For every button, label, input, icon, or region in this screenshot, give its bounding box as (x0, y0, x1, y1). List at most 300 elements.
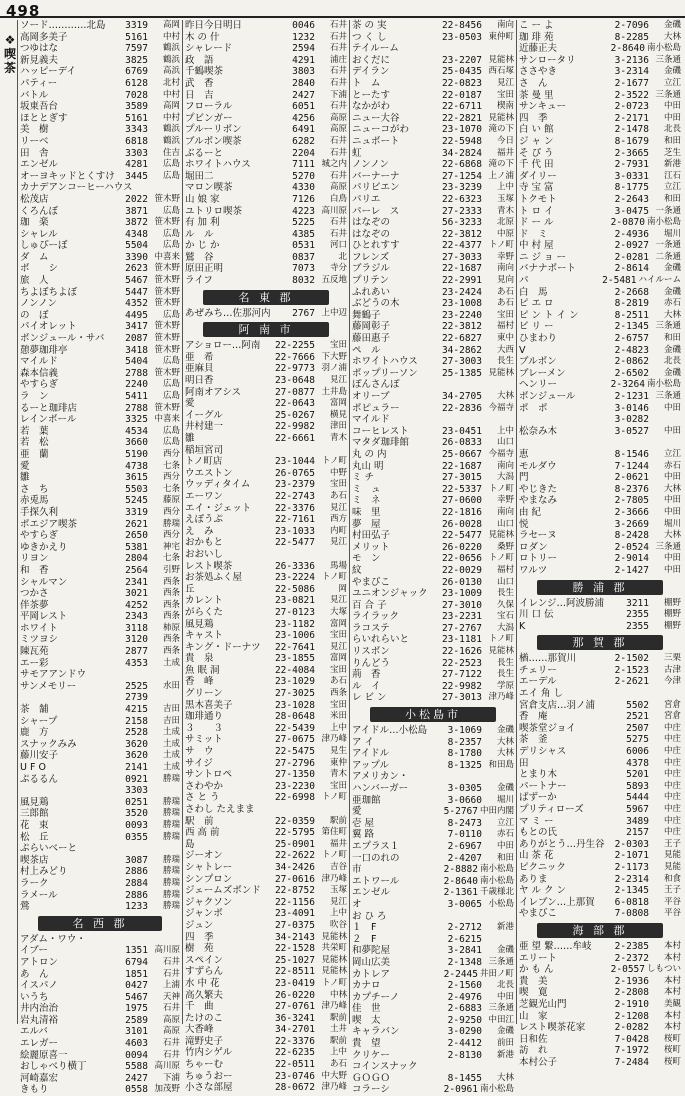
listing-locality: 大林 (496, 391, 514, 401)
listing-name: ド ー ル (519, 217, 554, 229)
listing-phone: 3-0660 (447, 794, 482, 806)
listing-row (20, 692, 180, 704)
listing-phone: 2650 (125, 530, 148, 542)
listing-row (352, 969, 514, 981)
listing-locality: 桑野 (496, 541, 514, 552)
listing-name: 味 里 (352, 506, 381, 518)
listing-locality: 見江 (329, 595, 347, 606)
listing-phone: 22-0643 (274, 398, 315, 410)
listing-locality: 西条 (329, 688, 347, 699)
listing-row (352, 182, 514, 194)
listing-locality: 宝田 (329, 780, 347, 791)
listing-locality: あ石 (496, 298, 514, 309)
listing-row (20, 206, 180, 218)
listing-phone: 2-0621 (614, 472, 649, 484)
listing-phone: 2022 (125, 193, 148, 205)
listing-name: え み (185, 525, 214, 537)
listing-name: の ぼ (20, 309, 49, 321)
listing-name: パリエ (352, 193, 381, 205)
listing-locality: 石井 (329, 20, 347, 30)
listing-locality: 寺分 (329, 263, 347, 274)
listing-phone: 23-3239 (441, 182, 482, 194)
listing-row (352, 725, 514, 737)
listing-name: 貴 泉 (185, 653, 214, 665)
listing-name: 滝野史子 (185, 1035, 224, 1047)
listing-name: パ (519, 275, 529, 287)
listing-row (352, 771, 514, 783)
listing-phone: 2564 (125, 564, 148, 576)
listing-row (352, 634, 514, 646)
listing-name: さ と う (185, 792, 220, 804)
listing-locality: 勝瑞 (162, 854, 180, 865)
listing-row (20, 437, 180, 449)
listing-row (519, 700, 681, 712)
listing-phone: 2157 (626, 827, 649, 839)
listing-phone: 2-6757 (614, 333, 649, 345)
listing-phone: 2-1478 (614, 124, 649, 136)
listing-row (185, 700, 347, 712)
listing-locality: 富岡 (329, 398, 347, 409)
listing-locality: 三栗 (663, 653, 681, 664)
listing-row (352, 379, 514, 391)
listing-locality: 宮倉 (663, 699, 681, 710)
listing-phone: 27-3010 (441, 599, 482, 611)
listing-locality: 高原 (162, 1014, 180, 1025)
listing-phone: 2589 (125, 1014, 148, 1026)
listing-phone: 2-1345 (614, 885, 649, 897)
listing-row (20, 55, 180, 67)
listing-name: ジュン (185, 919, 214, 931)
listing-phone: 5444 (626, 792, 649, 804)
listing-phone: 5411 (125, 391, 148, 402)
listing-locality: 北村 (162, 77, 180, 88)
listing-row (352, 217, 514, 229)
listing-row (185, 758, 347, 770)
listing-name: ア イ (352, 736, 375, 748)
listing-locality: 第住町 (321, 827, 347, 838)
listing-row (20, 252, 180, 264)
listing-locality: 笹木野 (154, 321, 180, 332)
listing-row (20, 333, 180, 345)
listing-locality: 笹木野 (154, 344, 180, 355)
listing-locality: 金磯 (496, 725, 514, 736)
listing-locality: 柿原 (162, 622, 180, 633)
listing-name: 白 い 館 (519, 124, 554, 136)
listing-locality: 上中 (329, 722, 347, 733)
listing-row (519, 530, 681, 542)
listing-name: モルダウ (519, 460, 557, 472)
listing-locality: 七条 (162, 483, 180, 494)
listing-phone: 3343 (125, 124, 148, 136)
listing-phone: 56-3233 (441, 217, 482, 229)
listing-name: 珈琲通り (185, 711, 224, 723)
listing-locality (482, 43, 514, 55)
listing-name: パリビエン (352, 182, 400, 194)
listing-row (20, 101, 180, 113)
listing-name: ミ チ (352, 472, 375, 484)
listing-phone: 23-4091 (274, 908, 315, 920)
listing-name: ライフ (185, 275, 213, 287)
listing-phone: 34-2143 (274, 931, 315, 943)
listing-row (185, 468, 347, 480)
listing-name: おくだに (352, 54, 391, 66)
listing-row (185, 978, 347, 990)
listing-row (352, 43, 514, 55)
listing-name: ポップリーソン (352, 367, 418, 379)
listing-row (20, 681, 180, 693)
listing-locality: 石井 (329, 135, 347, 146)
listing-name: サンロータリ (519, 54, 576, 66)
listing-phone: 3660 (125, 437, 148, 449)
listing-row (185, 229, 347, 241)
listing-locality: 見江 (329, 502, 347, 513)
listing-locality: 米田 (329, 711, 347, 722)
listing-locality: 上中 (496, 425, 514, 436)
listing-row (185, 20, 347, 32)
listing-row (20, 658, 180, 670)
listing-locality: あ石 (329, 676, 347, 687)
listing-row (352, 148, 514, 160)
listing-locality: 石井 (162, 1038, 180, 1049)
listing-row (519, 182, 681, 194)
listing-locality: 中田 (663, 495, 681, 506)
listing-locality: 見能林 (321, 931, 347, 942)
listing-phone: 2-6883 (447, 1003, 482, 1015)
listing-row (519, 816, 681, 828)
directory-columns (17, 20, 683, 1096)
listing-phone: 23-0821 (274, 595, 315, 607)
listing-row (352, 356, 514, 368)
listing-locality: 中村 (162, 112, 180, 123)
listing-phone: 2204 (292, 147, 315, 159)
listing-phone: 22-5948 (441, 135, 482, 147)
listing-phone: 4256 (292, 112, 315, 124)
column-1 (17, 20, 182, 1096)
listing-locality: 平谷 (663, 908, 681, 919)
listing-phone: 34-2862 (441, 344, 482, 356)
listing-locality: 土成 (162, 750, 180, 761)
listing-locality: 宮倉 (663, 711, 681, 722)
listing-name: もとの氏 (519, 827, 558, 839)
listing-phone: 0558 (125, 1084, 148, 1096)
listing-locality: 勝瑞 (162, 518, 180, 529)
listing-name: マロン喫茶 (185, 182, 233, 194)
listing-locality (315, 549, 347, 561)
listing-name: イブー (20, 945, 48, 957)
listing-name: ホワイト (20, 622, 58, 634)
listing-name: 赤兎馬 (20, 495, 49, 507)
listing-phone: 34-2426 (274, 861, 315, 873)
listing-phone: 22-6711 (441, 101, 482, 113)
listing-name: グリーン (185, 688, 223, 700)
listing-row (519, 495, 681, 507)
listing-name: 亜 希 (185, 351, 214, 363)
listing-locality: 横見 (329, 409, 347, 420)
listing-phone: 2884 (125, 877, 148, 889)
listing-name: レインボール (20, 414, 77, 426)
listing-row (519, 711, 681, 723)
listing-row (519, 621, 681, 633)
listing-phone: 2788 (125, 367, 148, 379)
listing-row (20, 495, 180, 507)
listing-locality: あ石 (496, 286, 514, 297)
listing-name: アトロン (20, 956, 59, 968)
listing-name: ノンノン (20, 298, 57, 310)
listing-name: 松奈み木 (519, 425, 558, 437)
district-header: 海 部 郡 (537, 923, 663, 938)
listing-locality: 吉田 (162, 704, 180, 715)
listing-name: ブレーメン (519, 367, 566, 379)
listing-phone: 2427 (292, 89, 315, 101)
listing-row (20, 980, 180, 992)
listing-locality (482, 771, 514, 783)
listing-row (352, 795, 514, 807)
listing-locality: 中田 (663, 112, 681, 123)
listing-locality: 南向 (496, 506, 514, 517)
listing-locality: 西石塚 (488, 66, 514, 77)
listing-name: 風見鶏 (20, 796, 49, 808)
listing-phone: 1233 (125, 901, 148, 913)
listing-name (20, 692, 124, 704)
listing-name: ブルボン喫茶 (185, 135, 242, 147)
listing-row (20, 969, 180, 981)
listing-locality (482, 414, 514, 426)
listing-row (185, 275, 347, 287)
listing-row (519, 792, 681, 804)
listing-row (352, 1061, 514, 1073)
listing-name: おかもと (185, 537, 224, 549)
listing-name: ニ ジ ョ ー (519, 251, 567, 263)
listing-phone: 7-0428 (614, 1033, 649, 1045)
listing-name: 駅 前 (185, 815, 214, 827)
listing-locality: 駅前 (329, 815, 347, 826)
listing-phone: 2-0282 (614, 1022, 649, 1034)
listing-name: 稲垣宮司 (185, 444, 224, 456)
listing-name: 楢……那賀川 (519, 653, 577, 665)
listing-phone: 27-3033 (441, 251, 482, 263)
listing-name: イーグル (185, 409, 223, 421)
listing-locality: 白鳥 (329, 193, 347, 204)
listing-name: 茶 曼 里 (519, 89, 554, 101)
listing-locality: 西条 (162, 576, 180, 587)
listing-locality: 玉塚 (329, 885, 347, 896)
listing-phone: 2-3665 (614, 147, 649, 159)
listing-locality: トノ町 (489, 553, 514, 564)
listing-row (352, 899, 514, 911)
listing-name: 黒木喜美子 (185, 699, 233, 711)
listing-row (519, 653, 681, 665)
listing-phone: 4330 (292, 182, 315, 194)
listing-name: シャルマン (20, 576, 68, 588)
listing-row (20, 449, 180, 461)
listing-name: 新見義夫 (20, 54, 59, 66)
listing-locality: 金磯 (663, 263, 681, 274)
listing-locality: 本村 (663, 1022, 681, 1033)
listing-phone: 22-6868 (441, 159, 482, 171)
listing-phone: 2528 (125, 727, 148, 739)
listing-locality: 見江 (329, 375, 347, 386)
listing-name: ダイリー (519, 170, 557, 182)
listing-locality: 南向 (496, 20, 514, 30)
listing-row (352, 194, 514, 206)
listing-name: エイ・ジェット (185, 502, 252, 514)
listing-name: サモアアンドウ (20, 669, 87, 681)
listing-row (185, 479, 347, 491)
listing-name: 中 村 屋 (519, 240, 554, 252)
listing-name: つ く し (352, 31, 387, 43)
listing-phone: 3303 (125, 785, 148, 797)
listing-row (20, 159, 180, 171)
listing-row (519, 941, 681, 953)
listing-locality: 立江 (663, 182, 681, 193)
listing-name: 雛 (20, 472, 30, 484)
listing-phone: 3-2669 (614, 518, 649, 530)
listing-row (20, 750, 180, 762)
listing-locality: 中田 (663, 506, 681, 517)
listing-phone: 5467 (125, 991, 148, 1003)
listing-locality: 浦庄 (329, 54, 347, 65)
listing-locality: 岡 (338, 583, 347, 594)
listing-name: エプラス１ (352, 840, 400, 852)
listing-locality: 上浦 (162, 980, 180, 991)
listing-name: アイドル (352, 748, 390, 760)
listing-phone: 23-1028 (274, 699, 315, 711)
listing-locality: 金磯 (496, 945, 514, 956)
district-header: 名 東 郡 (203, 290, 329, 305)
listing-phone: 3120 (125, 634, 148, 646)
listing-locality: 上中辺 (321, 307, 347, 318)
listing-locality (315, 445, 347, 457)
listing-phone: 2-4207 (447, 852, 482, 864)
listing-phone: 2-6215 (447, 933, 482, 945)
listing-locality: 藤原 (162, 495, 180, 506)
listing-locality: 中庄 (663, 780, 681, 791)
listing-phone: 22-2991 (441, 275, 482, 287)
listing-name: ひとれすす (352, 240, 400, 252)
listing-locality: 広島 (162, 309, 180, 320)
listing-locality: 今津 (663, 676, 681, 687)
listing-row (352, 1084, 514, 1096)
listing-phone: 27-0877 (274, 386, 315, 398)
listing-locality: 上中 (329, 908, 347, 919)
listing-phone: 2594 (292, 43, 315, 55)
listing-row (185, 990, 347, 1002)
listing-name: 田 (519, 757, 529, 769)
district-header: 那 賀 郡 (537, 635, 663, 650)
listing-row (20, 356, 180, 368)
listing-row (519, 976, 681, 988)
listing-locality: 広島 (162, 379, 180, 390)
listing-row (20, 78, 180, 90)
listing-name: 和夢陀屋 (352, 945, 391, 957)
listing-phone: 5467 (125, 275, 148, 287)
listing-locality: 津乃峰 (321, 1082, 347, 1093)
listing-row (185, 688, 347, 700)
listing-name: 西 高 前 (185, 827, 220, 839)
listing-name: 宮倉支店…羽ノ浦 (519, 699, 596, 711)
listing-locality (482, 379, 514, 391)
listing-phone: 23-1182 (274, 618, 315, 630)
listing-locality: 石井 (329, 228, 347, 239)
listing-name: とーたす (352, 89, 391, 101)
listing-locality: 大塚 (329, 606, 347, 617)
listing-phone: 2788 (125, 402, 148, 414)
listing-name: ぷらいべーと (20, 843, 78, 855)
listing-name: 日 吉 (185, 89, 214, 101)
listing-name: 藤川安子 (20, 750, 59, 762)
listing-name: 貴 美 (519, 975, 548, 987)
listing-phone: 0251 (125, 796, 148, 808)
listing-row (352, 206, 514, 218)
listing-locality: 幸野 (496, 495, 514, 506)
listing-row (20, 43, 180, 55)
listing-name (20, 785, 124, 797)
listing-name: 愛 (185, 398, 195, 410)
listing-name: きもり (20, 1084, 49, 1096)
listing-locality: 西条 (162, 611, 180, 622)
listing-phone: 4252 (125, 599, 148, 611)
listing-row (352, 992, 514, 1004)
listing-name: 日和佐 (519, 1033, 548, 1045)
listing-phone: 2240 (125, 379, 148, 391)
listing-locality: 金磯 (496, 1026, 514, 1037)
listing-name: ペ ル (352, 344, 381, 356)
listing-name: ポエジア喫茶 (20, 518, 78, 530)
listing-phone: 5447 (125, 286, 148, 298)
listing-row (519, 964, 681, 976)
listing-name: エトワール (352, 875, 400, 887)
listing-name: 貴 望 (352, 1038, 381, 1050)
listing-name: ちゅうおー (185, 1070, 233, 1082)
listing-name: ブルボン (519, 356, 557, 368)
listing-row (519, 862, 681, 874)
listing-name: ル イ (352, 680, 381, 692)
listing-locality: 高川原 (154, 1061, 180, 1072)
listing-name: はなぞの (352, 228, 391, 240)
listing-row (185, 491, 347, 503)
listing-name: パーレ ス (352, 205, 400, 217)
listing-locality: 本村 (663, 975, 681, 986)
listing-locality: 王子 (663, 838, 681, 849)
listing-name: たけのこ (185, 1012, 224, 1024)
column-3 (349, 20, 516, 1096)
listing-name: 水 中 花 (185, 977, 220, 989)
listing-row (20, 229, 180, 241)
listing-name: 荊 香 (352, 669, 381, 681)
listing-name: ル ル (185, 228, 214, 240)
listing-name: クリケー (352, 1049, 390, 1061)
listing-phone: 8-1546 (614, 448, 649, 460)
listing-phone: 22-0187 (441, 89, 482, 101)
listing-name: 鹿 方 (20, 727, 49, 739)
listing-locality: 高岡 (162, 101, 180, 112)
listing-name: 旅 人 (20, 275, 49, 287)
listing-row (20, 945, 180, 957)
listing-name: 井村建一 (185, 421, 224, 433)
listing-name: カトレア (352, 968, 391, 980)
listing-locality: 長生 (496, 669, 514, 680)
listing-name: ド ミ (519, 228, 548, 240)
listing-phone: 2-4936 (614, 228, 649, 240)
listing-locality: 中田 (663, 101, 681, 112)
listing-phone: 2739 (125, 692, 148, 704)
listing-name: ミ ネ (352, 495, 381, 507)
listing-row (20, 403, 180, 415)
listing-locality: トノ町 (489, 240, 514, 251)
listing-phone: 3-1069 (447, 725, 482, 737)
listing-phone: 22-5086 (274, 583, 315, 595)
listing-row (352, 681, 514, 693)
